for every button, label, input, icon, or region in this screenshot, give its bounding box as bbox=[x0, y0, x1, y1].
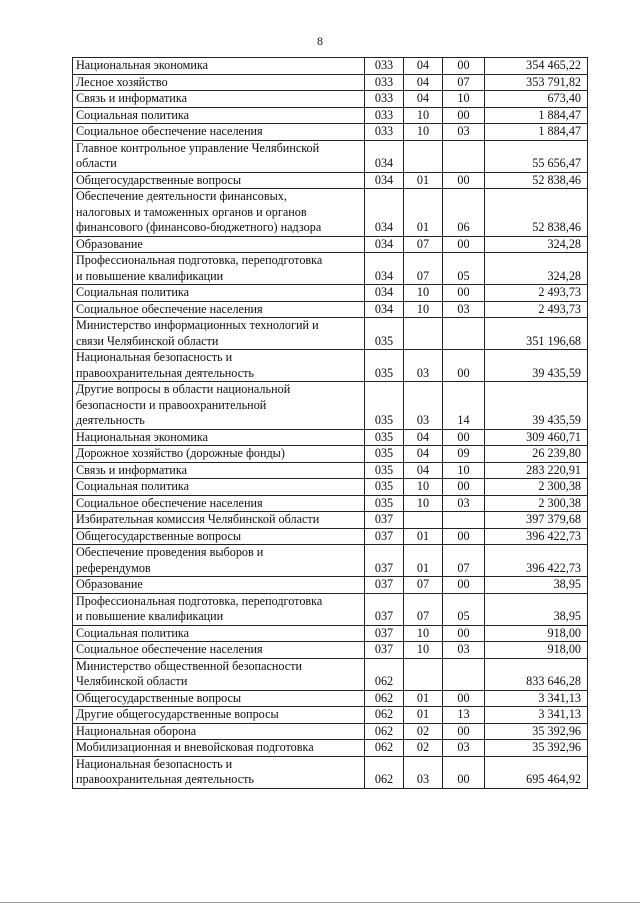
row-amount: 833 646,28 bbox=[485, 658, 588, 690]
row-subsection-code: 07 bbox=[443, 545, 485, 577]
row-subsection-code: 09 bbox=[443, 446, 485, 463]
table-row bbox=[73, 318, 588, 350]
row-section-code: 04 bbox=[404, 446, 443, 463]
row-amount: 35 392,96 bbox=[485, 740, 588, 757]
table-row bbox=[73, 107, 588, 124]
row-department-code: 037 bbox=[365, 642, 404, 659]
row-amount: 39 435,59 bbox=[485, 350, 588, 382]
row-subsection-code: 07 bbox=[443, 74, 485, 91]
row-subsection-code: 03 bbox=[443, 301, 485, 318]
row-department-code: 034 bbox=[365, 285, 404, 302]
row-department-code: 062 bbox=[365, 707, 404, 724]
row-department-code: 035 bbox=[365, 318, 404, 350]
row-department-code: 033 bbox=[365, 91, 404, 108]
table-row bbox=[73, 462, 588, 479]
row-name: Социальная политика bbox=[73, 479, 365, 496]
row-section-code: 02 bbox=[404, 740, 443, 757]
row-section-code bbox=[404, 512, 443, 529]
row-section-code: 10 bbox=[404, 495, 443, 512]
row-subsection-code: 00 bbox=[443, 690, 485, 707]
row-subsection-code bbox=[443, 658, 485, 690]
row-name: Социальная политика bbox=[73, 625, 365, 642]
row-name: Национальная экономика bbox=[73, 429, 365, 446]
row-section-code: 03 bbox=[404, 382, 443, 430]
row-section-code bbox=[404, 318, 443, 350]
row-section-code: 10 bbox=[404, 479, 443, 496]
row-subsection-code: 00 bbox=[443, 577, 485, 594]
row-section-code: 01 bbox=[404, 707, 443, 724]
row-subsection-code: 00 bbox=[443, 285, 485, 302]
row-department-code: 037 bbox=[365, 528, 404, 545]
row-department-code: 035 bbox=[365, 429, 404, 446]
table-row bbox=[73, 58, 588, 75]
row-amount: 38,95 bbox=[485, 577, 588, 594]
table-row bbox=[73, 172, 588, 189]
row-name: Общегосударственные вопросы bbox=[73, 690, 365, 707]
row-amount: 673,40 bbox=[485, 91, 588, 108]
row-department-code: 033 bbox=[365, 107, 404, 124]
table-row bbox=[73, 350, 588, 382]
row-amount: 324,28 bbox=[485, 253, 588, 285]
row-amount: 353 791,82 bbox=[485, 74, 588, 91]
row-section-code: 07 bbox=[404, 577, 443, 594]
table-row bbox=[73, 625, 588, 642]
row-department-code: 034 bbox=[365, 301, 404, 318]
table-row bbox=[73, 690, 588, 707]
row-amount: 918,00 bbox=[485, 642, 588, 659]
row-department-code: 037 bbox=[365, 512, 404, 529]
table-row bbox=[73, 756, 588, 788]
row-name: Образование bbox=[73, 577, 365, 594]
row-amount: 38,95 bbox=[485, 593, 588, 625]
row-amount: 39 435,59 bbox=[485, 382, 588, 430]
row-amount: 354 465,22 bbox=[485, 58, 588, 75]
table-row bbox=[73, 382, 588, 430]
row-name: Другие общегосударственные вопросы bbox=[73, 707, 365, 724]
table-row bbox=[73, 593, 588, 625]
row-section-code: 01 bbox=[404, 545, 443, 577]
row-section-code: 10 bbox=[404, 642, 443, 659]
row-section-code: 07 bbox=[404, 253, 443, 285]
row-section-code: 04 bbox=[404, 429, 443, 446]
row-name: Социальная политика bbox=[73, 285, 365, 302]
table-row bbox=[73, 707, 588, 724]
row-name: Обеспечение деятельности финансовых, налоговых и таможенных органов и органов финансового (финансово-бюджетного) надзора bbox=[73, 189, 365, 237]
row-section-code: 10 bbox=[404, 625, 443, 642]
row-section-code: 01 bbox=[404, 528, 443, 545]
row-section-code: 04 bbox=[404, 58, 443, 75]
row-department-code: 035 bbox=[365, 495, 404, 512]
row-subsection-code: 10 bbox=[443, 91, 485, 108]
row-department-code: 062 bbox=[365, 690, 404, 707]
table-row bbox=[73, 189, 588, 237]
table-row bbox=[73, 740, 588, 757]
table-row bbox=[73, 140, 588, 172]
page-bottom-edge bbox=[0, 902, 640, 903]
row-department-code: 062 bbox=[365, 740, 404, 757]
row-department-code: 062 bbox=[365, 658, 404, 690]
row-amount: 35 392,96 bbox=[485, 723, 588, 740]
row-amount: 2 493,73 bbox=[485, 301, 588, 318]
row-subsection-code: 00 bbox=[443, 107, 485, 124]
row-amount: 397 379,68 bbox=[485, 512, 588, 529]
row-department-code: 034 bbox=[365, 140, 404, 172]
table-row bbox=[73, 545, 588, 577]
table-row bbox=[73, 301, 588, 318]
page-number: 8 bbox=[317, 34, 323, 48]
row-subsection-code: 05 bbox=[443, 253, 485, 285]
row-amount: 3 341,13 bbox=[485, 690, 588, 707]
budget-table-body bbox=[73, 58, 588, 789]
row-name: Профессиональная подготовка, переподготовка и повышение квалификации bbox=[73, 253, 365, 285]
row-subsection-code: 06 bbox=[443, 189, 485, 237]
row-subsection-code: 03 bbox=[443, 124, 485, 141]
table-row bbox=[73, 642, 588, 659]
row-amount: 26 239,80 bbox=[485, 446, 588, 463]
table-row bbox=[73, 91, 588, 108]
row-section-code: 04 bbox=[404, 91, 443, 108]
row-name: Главное контрольное управление Челябинской области bbox=[73, 140, 365, 172]
row-subsection-code: 03 bbox=[443, 495, 485, 512]
row-section-code: 07 bbox=[404, 236, 443, 253]
row-department-code: 037 bbox=[365, 577, 404, 594]
row-department-code: 037 bbox=[365, 545, 404, 577]
row-name: Связь и информатика bbox=[73, 91, 365, 108]
row-section-code: 10 bbox=[404, 124, 443, 141]
row-department-code: 034 bbox=[365, 253, 404, 285]
row-name: Социальное обеспечение населения bbox=[73, 495, 365, 512]
row-subsection-code: 13 bbox=[443, 707, 485, 724]
row-amount: 2 493,73 bbox=[485, 285, 588, 302]
row-amount: 3 341,13 bbox=[485, 707, 588, 724]
row-subsection-code: 00 bbox=[443, 756, 485, 788]
row-name: Социальное обеспечение населения bbox=[73, 301, 365, 318]
row-department-code: 033 bbox=[365, 124, 404, 141]
row-name: Министерство общественной безопасности Челябинской области bbox=[73, 658, 365, 690]
row-amount: 1 884,47 bbox=[485, 107, 588, 124]
row-name: Избирательная комиссия Челябинской области bbox=[73, 512, 365, 529]
row-amount: 1 884,47 bbox=[485, 124, 588, 141]
table-row bbox=[73, 723, 588, 740]
table-row bbox=[73, 577, 588, 594]
row-amount: 283 220,91 bbox=[485, 462, 588, 479]
row-amount: 2 300,38 bbox=[485, 495, 588, 512]
table-row bbox=[73, 124, 588, 141]
row-name: Общегосударственные вопросы bbox=[73, 528, 365, 545]
row-section-code: 10 bbox=[404, 107, 443, 124]
row-section-code: 10 bbox=[404, 285, 443, 302]
row-subsection-code: 00 bbox=[443, 236, 485, 253]
row-name: Национальная безопасность и правоохранительная деятельность bbox=[73, 350, 365, 382]
row-department-code: 062 bbox=[365, 756, 404, 788]
row-section-code: 10 bbox=[404, 301, 443, 318]
row-subsection-code: 10 bbox=[443, 462, 485, 479]
row-amount: 396 422,73 bbox=[485, 545, 588, 577]
row-subsection-code: 05 bbox=[443, 593, 485, 625]
row-department-code: 034 bbox=[365, 189, 404, 237]
row-department-code: 035 bbox=[365, 382, 404, 430]
row-name: Другие вопросы в области национальной безопасности и правоохранительной деятельность bbox=[73, 382, 365, 430]
table-row bbox=[73, 74, 588, 91]
table-row bbox=[73, 495, 588, 512]
table-row bbox=[73, 285, 588, 302]
row-name: Общегосударственные вопросы bbox=[73, 172, 365, 189]
row-name: Социальная политика bbox=[73, 107, 365, 124]
row-section-code: 03 bbox=[404, 756, 443, 788]
row-subsection-code: 14 bbox=[443, 382, 485, 430]
row-amount: 695 464,92 bbox=[485, 756, 588, 788]
table-row bbox=[73, 429, 588, 446]
row-name: Обеспечение проведения выборов и референдумов bbox=[73, 545, 365, 577]
row-section-code: 01 bbox=[404, 172, 443, 189]
row-section-code: 01 bbox=[404, 690, 443, 707]
table-row bbox=[73, 446, 588, 463]
table-row bbox=[73, 512, 588, 529]
row-department-code: 034 bbox=[365, 236, 404, 253]
row-subsection-code: 03 bbox=[443, 740, 485, 757]
row-department-code: 033 bbox=[365, 74, 404, 91]
row-section-code: 01 bbox=[404, 189, 443, 237]
row-department-code: 033 bbox=[365, 58, 404, 75]
row-amount: 324,28 bbox=[485, 236, 588, 253]
row-subsection-code bbox=[443, 512, 485, 529]
row-subsection-code: 00 bbox=[443, 350, 485, 382]
row-name: Профессиональная подготовка, переподготовка и повышение квалификации bbox=[73, 593, 365, 625]
table-row bbox=[73, 658, 588, 690]
row-name: Дорожное хозяйство (дорожные фонды) bbox=[73, 446, 365, 463]
row-amount: 52 838,46 bbox=[485, 172, 588, 189]
row-amount: 309 460,71 bbox=[485, 429, 588, 446]
table-row bbox=[73, 528, 588, 545]
row-subsection-code: 00 bbox=[443, 528, 485, 545]
row-section-code: 03 bbox=[404, 350, 443, 382]
row-department-code: 035 bbox=[365, 462, 404, 479]
row-subsection-code bbox=[443, 140, 485, 172]
row-subsection-code: 00 bbox=[443, 479, 485, 496]
row-section-code: 02 bbox=[404, 723, 443, 740]
row-section-code bbox=[404, 658, 443, 690]
row-department-code: 037 bbox=[365, 593, 404, 625]
budget-table bbox=[72, 57, 588, 789]
row-name: Связь и информатика bbox=[73, 462, 365, 479]
row-department-code: 034 bbox=[365, 172, 404, 189]
row-department-code: 035 bbox=[365, 479, 404, 496]
row-subsection-code: 00 bbox=[443, 625, 485, 642]
row-section-code bbox=[404, 140, 443, 172]
row-amount: 2 300,38 bbox=[485, 479, 588, 496]
row-name: Национальная безопасность и правоохранительная деятельность bbox=[73, 756, 365, 788]
row-department-code: 037 bbox=[365, 625, 404, 642]
row-section-code: 07 bbox=[404, 593, 443, 625]
row-section-code: 04 bbox=[404, 462, 443, 479]
row-name: Министерство информационных технологий и связи Челябинской области bbox=[73, 318, 365, 350]
row-name: Социальное обеспечение населения bbox=[73, 124, 365, 141]
row-amount: 55 656,47 bbox=[485, 140, 588, 172]
row-subsection-code bbox=[443, 318, 485, 350]
row-name: Национальная экономика bbox=[73, 58, 365, 75]
table-row bbox=[73, 236, 588, 253]
table-row bbox=[73, 253, 588, 285]
table-row bbox=[73, 479, 588, 496]
row-amount: 52 838,46 bbox=[485, 189, 588, 237]
row-department-code: 035 bbox=[365, 446, 404, 463]
row-subsection-code: 00 bbox=[443, 172, 485, 189]
row-amount: 918,00 bbox=[485, 625, 588, 642]
row-department-code: 062 bbox=[365, 723, 404, 740]
row-name: Лесное хозяйство bbox=[73, 74, 365, 91]
row-name: Образование bbox=[73, 236, 365, 253]
row-name: Национальная оборона bbox=[73, 723, 365, 740]
row-subsection-code: 00 bbox=[443, 723, 485, 740]
row-section-code: 04 bbox=[404, 74, 443, 91]
row-subsection-code: 00 bbox=[443, 58, 485, 75]
row-subsection-code: 00 bbox=[443, 429, 485, 446]
row-department-code: 035 bbox=[365, 350, 404, 382]
row-subsection-code: 03 bbox=[443, 642, 485, 659]
row-amount: 351 196,68 bbox=[485, 318, 588, 350]
row-amount: 396 422,73 bbox=[485, 528, 588, 545]
row-name: Социальное обеспечение населения bbox=[73, 642, 365, 659]
row-name: Мобилизационная и вневойсковая подготовка bbox=[73, 740, 365, 757]
